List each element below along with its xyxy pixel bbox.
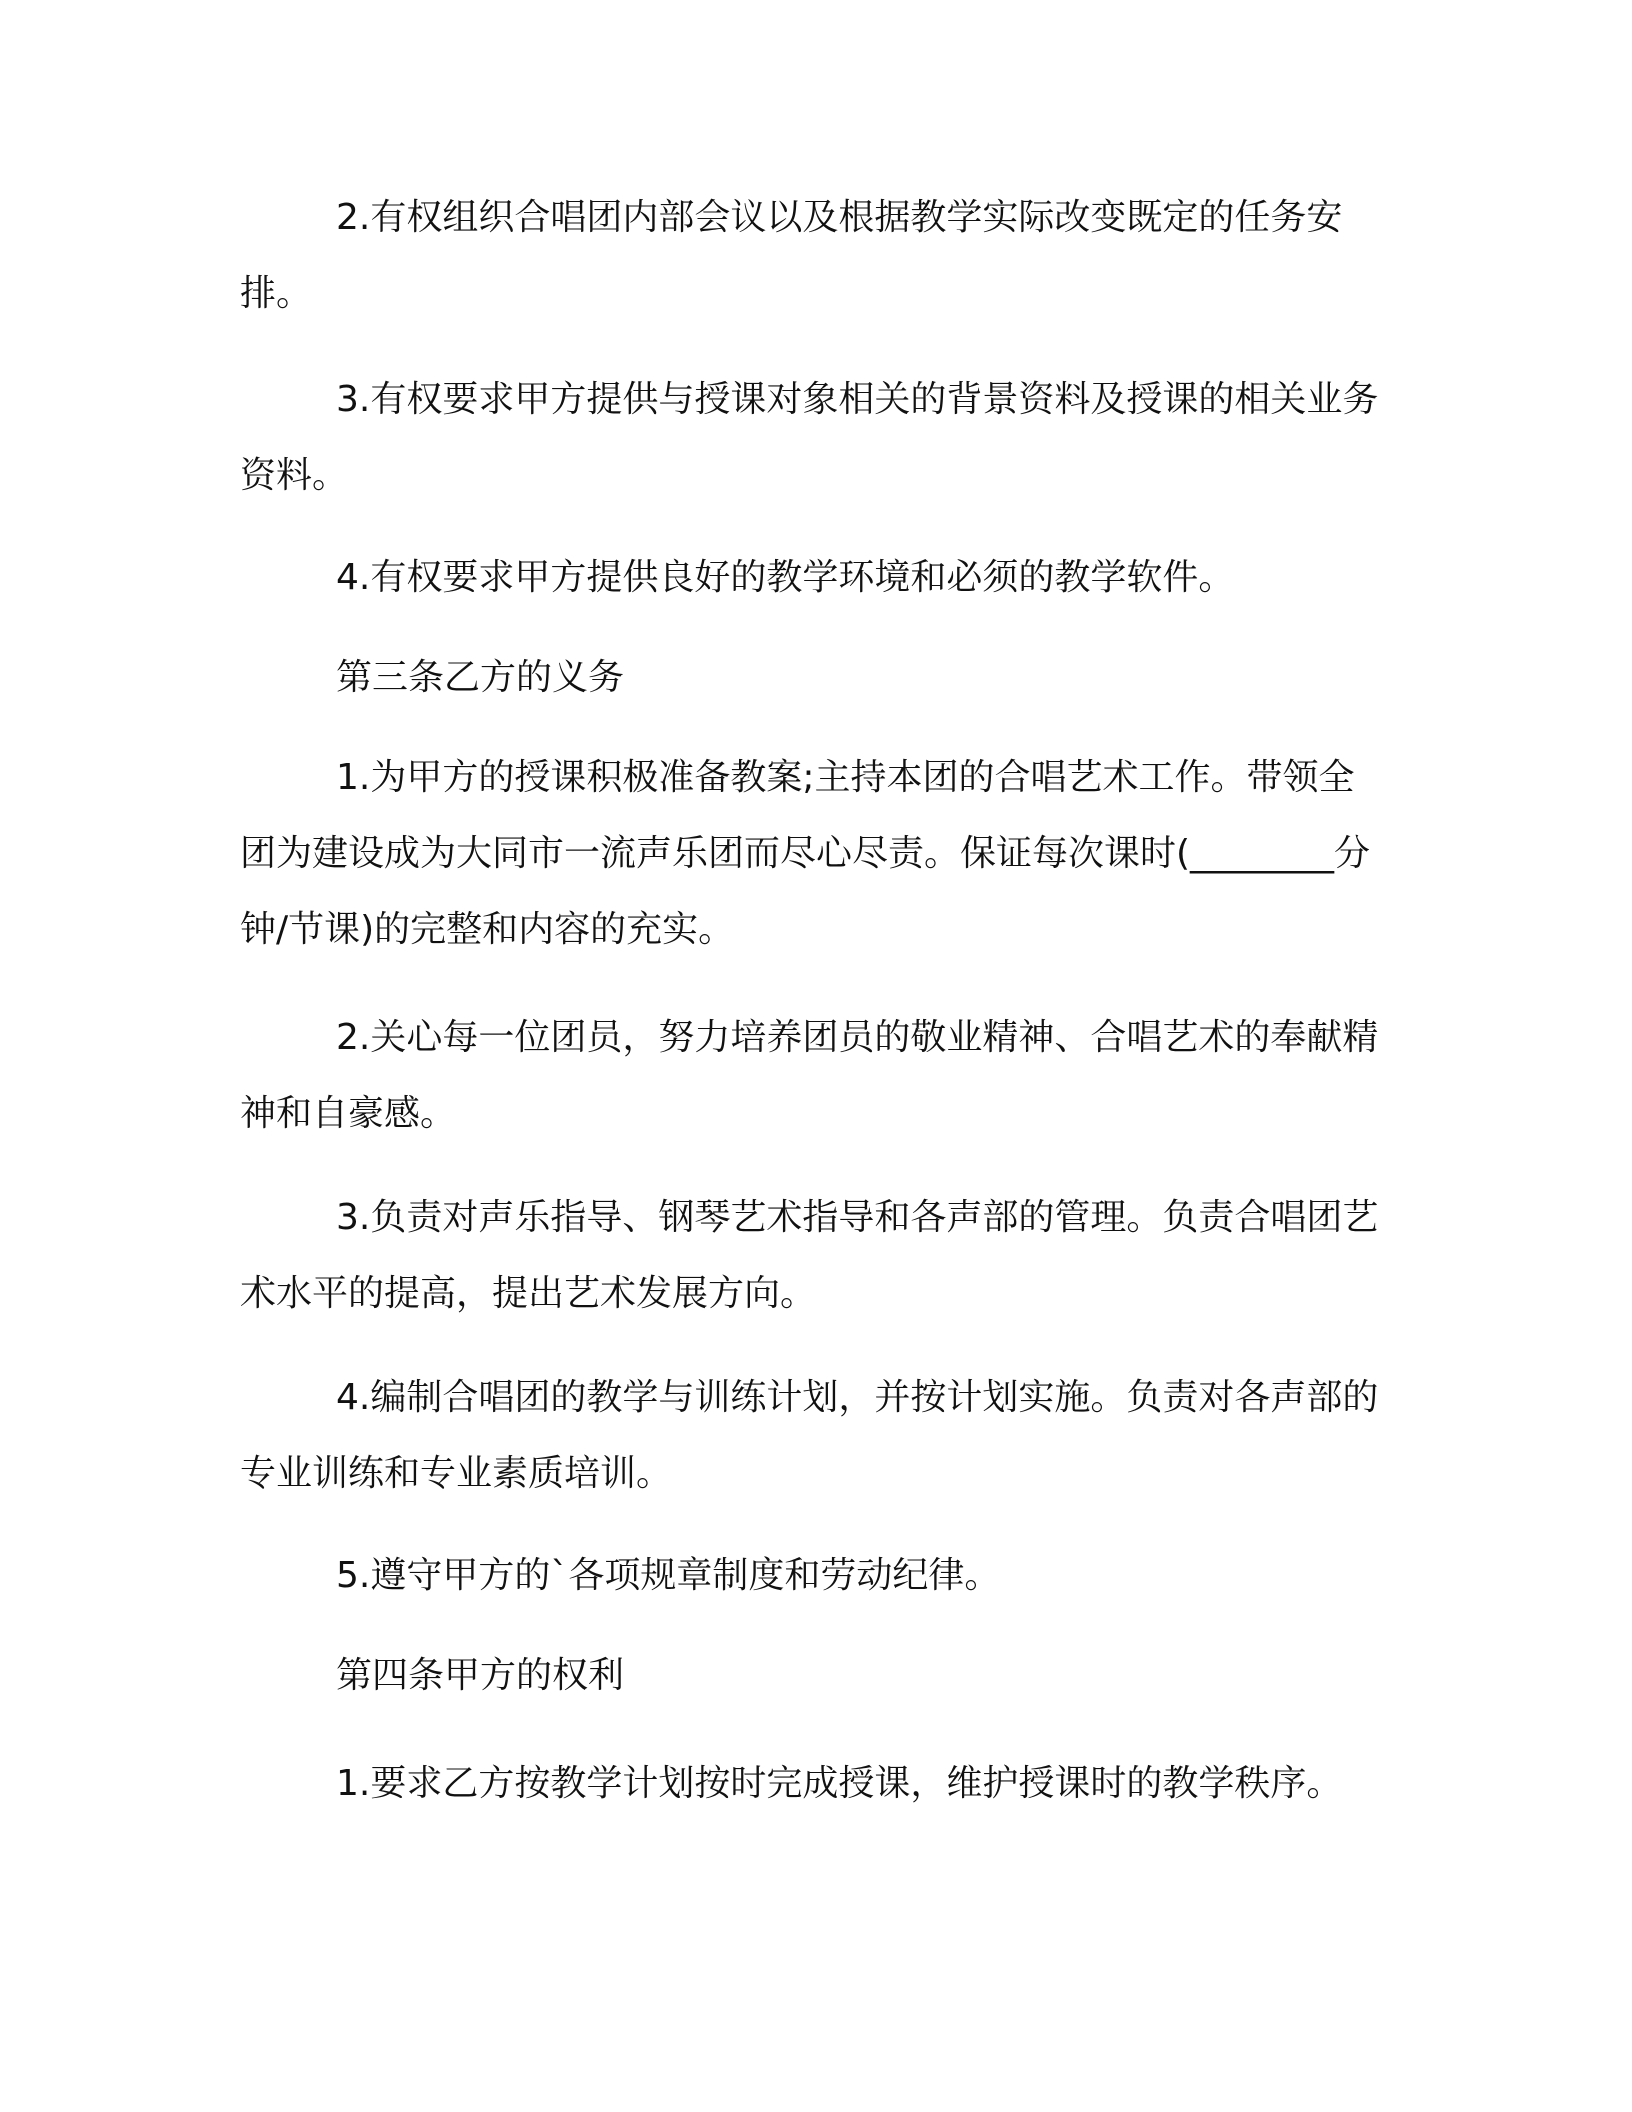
paragraph-obligation-2: 2.关心每一位团员，努力培养团员的敬业精神、合唱艺术的奉献精神和自豪感。 (240, 1017, 1379, 1134)
section-heading-party-a-rights: 第四条甲方的权利 (336, 1655, 625, 1696)
paragraph-right-3: 3.有权要求甲方提供与授课对象相关的背景资料及授课的相关业务资料。 (240, 379, 1379, 496)
paragraph-right-a-1: 1.要求乙方按教学计划按时完成授课，维护授课时的教学秩序。 (336, 1763, 1343, 1804)
paragraph-obligation-4: 4.编制合唱团的教学与训练计划，并按计划实施。负责对各声部的专业训练和专业素质培训。 (240, 1377, 1379, 1494)
paragraph-obligation-5: 5.遵守甲方的`各项规章制度和劳动纪律。 (336, 1555, 1001, 1596)
paragraph-obligation-3: 3.负责对声乐指导、钢琴艺术指导和各声部的管理。负责合唱团艺术水平的提高，提出艺术发展方向。 (240, 1197, 1379, 1314)
paragraph-obligation-1: 1.为甲方的授课积极准备教案;主持本团的合唱艺术工作。带领全团为建设成为大同市一流声乐团而尽心尽责。保证每次课时(________分钟/节课)的完整和内容的充实。 (240, 757, 1371, 950)
section-heading-party-b-obligations: 第三条乙方的义务 (336, 657, 625, 698)
paragraph-right-4: 4.有权要求甲方提供良好的教学环境和必须的教学软件。 (336, 557, 1235, 598)
paragraph-right-2: 2.有权组织合唱团内部会议以及根据教学实际改变既定的任务安排。 (240, 197, 1343, 314)
